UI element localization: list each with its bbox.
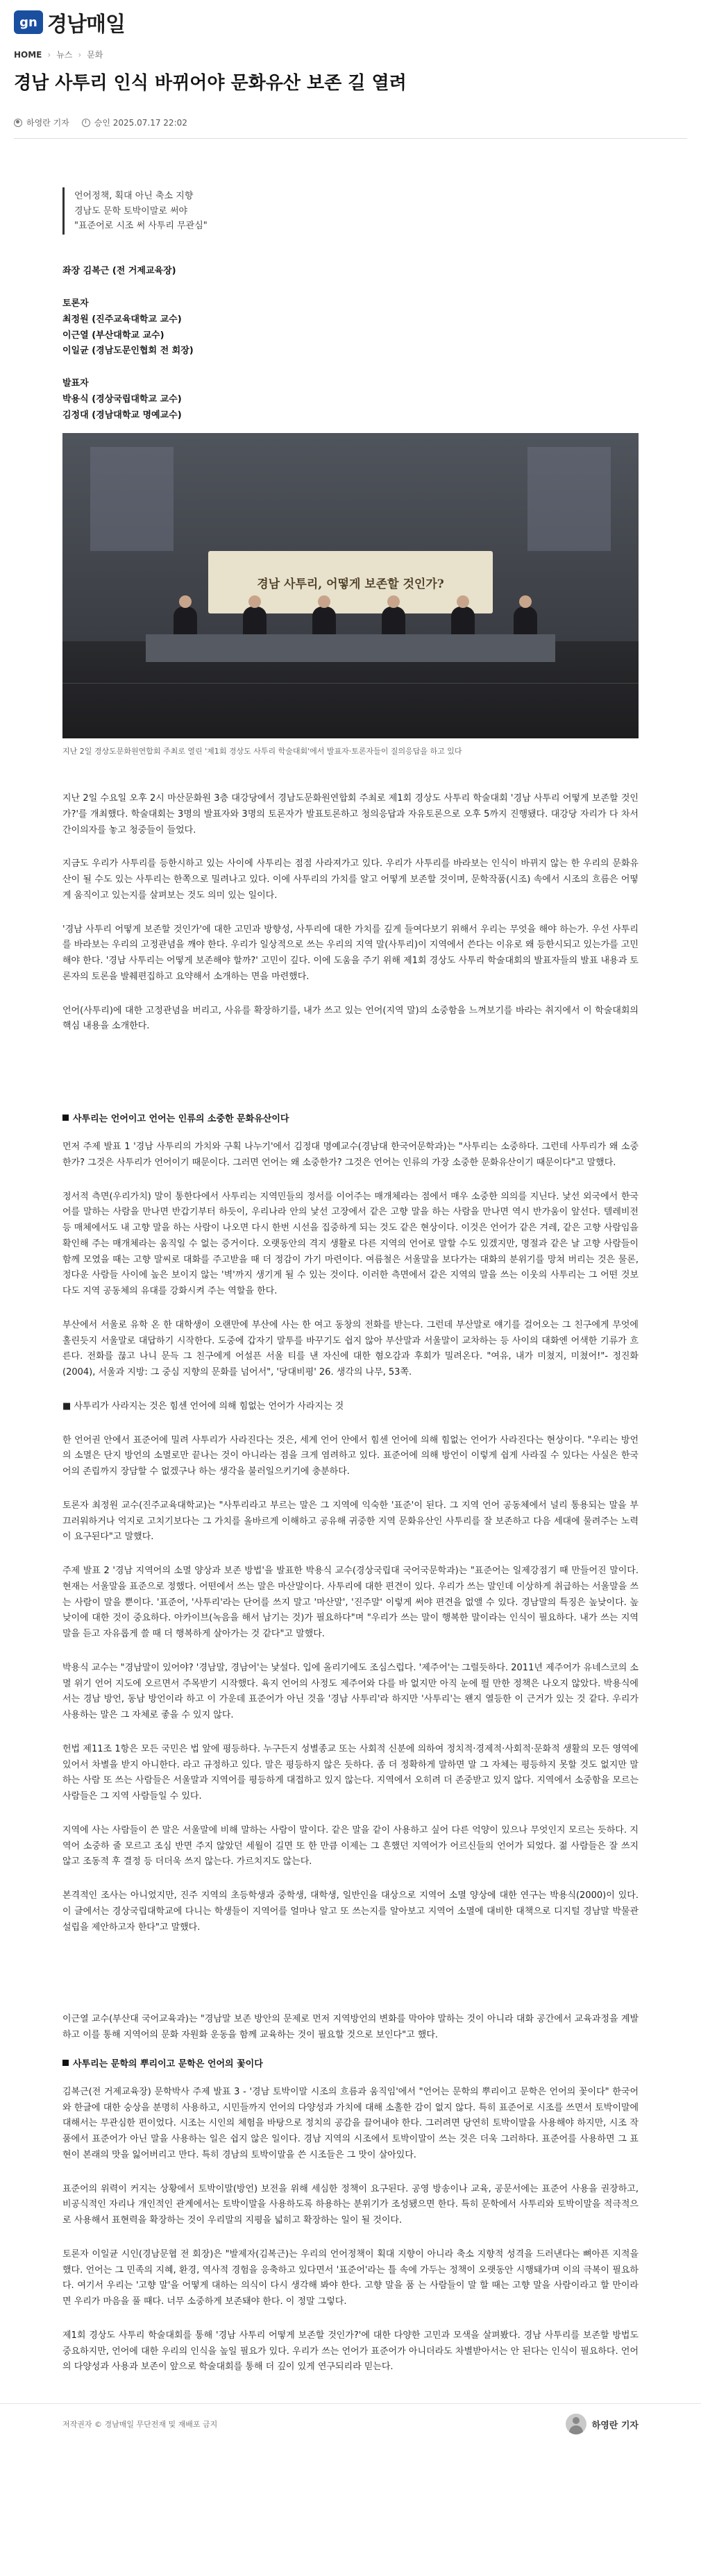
paragraph: 표준어의 위력이 커지는 상황에서 토박이말(방언) 보전을 위해 세심한 정책이 요구된다. 공영 방송이나 교육, 공문서에는 표준어 사용을 권장하고, 비공식적인 자리나 개인적인 관계에서는 토박이말을 사용하도록 하용하는 분위기가 조성됐으면 한다. 특히 문학에서 사투리와 토박이말을 적극적으로 사용해서 표현력을 확장하는 것이 우리말의 지평을 넓히고 확장하는 일이 될 것이다.: [62, 2183, 639, 2226]
participant-roster: [62, 264, 639, 423]
event-banner-text: 경남 사투리, 어떻게 보존할 것인가?: [257, 577, 444, 591]
section-heading-text: 사투리는 언어이고 언어는 인류의 소중한 문화유산이다: [73, 1114, 289, 1124]
breadcrumb-separator-icon: ›: [47, 49, 51, 60]
paragraph: 김복근(전 거제교육장) 문학박사 주제 발표 3 - '경남 토박이말 시조의 흐름과 움직임'에서 "언어는 문학의 뿌리이고 문학은 언어의 꽃이다" 한국어와 한글에 대한 숭상을 분명히 사용하고, 시민들까지 언어의 다양성과 가치에 대해 소홀한 감이 없지 않다. 특히 표준어로 시조를 쓰면서 토박이말에 대해서는 무관심한 편이었다. 시조는 시인의 체험을 바탕으로 정치의 공감을 끌어내야 한다. 그러려면 당연히 토박이말을 사용해야 하지만, 시조 작품에서 표준어가 아닌 말을 사용하는 일은 쉽지 않은 일이다. 경남 지역의 시조에서 토박이말이 쓰는 것은 더욱 그러하다. 표준어를 사용하면 그 표현이 본래의 맛을 잃어버리고 만다. 특히 경남의 토박이말을 쓴 시조들은 그 맛이 살아있다.: [62, 2086, 639, 2160]
article-photo[interactable]: [62, 433, 639, 738]
panelist: 최정원 (진주교육대학교 교수): [62, 314, 182, 325]
site-logo[interactable]: [14, 7, 125, 37]
panelist: 이일균 (경남도문인협회 전 회장): [62, 346, 194, 357]
article-meta: [14, 108, 687, 139]
breadcrumb: [0, 44, 701, 65]
panelist: 이근열 (부산대학교 교수): [62, 330, 164, 341]
paragraph: 헌법 제11조 1항은 모든 국민은 법 앞에 평등하다. 누구든지 성별종교 또는 사회적 신분에 의하여 정치적·경제적·사회적·문화적 생활의 모든 영역에 있어서 차별을 받지 아니한다. 라고 규정하고 있다. 말은 평등하지 않은 듯하다. 좀 더 정확하게 말하면 말 그 자체는 평등하지 못할 것도 없지만 말하는 사람 또 쓰는 사람들은 서울말과 지역어를 평등하게 대접하고 있지 않는다. 지역에서 오히려 더 존중받고 있지 않다. 지역에서 소중함을 모르는 사람들은 그 지역 사람들일 수 있다.: [62, 1743, 639, 1802]
paragraph: 토론자 최정원 교수(진주교육대학교)는 "사투리라고 부르는 말은 그 지역에 익숙한 '표준'이 된다. 그 지역 언어 공동체에서 널리 통용되는 말을 부끄러워하거나 억지로 고치기보다는 그 가치를 올바르게 이해하고 공유해 귀중한 지역 문화유산인 사투리를 잘 보존하고 다음 세대에 물려주는 노력이 요구된다"고 말했다.: [62, 1500, 639, 1543]
footer-byline[interactable]: [566, 2414, 639, 2434]
breadcrumb-news[interactable]: 뉴스: [56, 50, 73, 60]
square-bullet-icon: [62, 2060, 69, 2066]
section-heading-text: 사투리는 문학의 뿌리이고 문학은 언어의 꽃이다: [73, 2058, 263, 2069]
site-header: [0, 0, 701, 44]
speaker: 박용식 (경상국립대학교 교수): [62, 393, 182, 405]
reporter-meta: [14, 117, 69, 128]
article-footer: [0, 2403, 701, 2444]
article-body: [0, 187, 701, 2375]
section-heading: [62, 1111, 639, 1124]
reporter-name[interactable]: 하영란 기자: [26, 118, 69, 128]
clock-icon: [82, 119, 90, 127]
paragraph: 주제 발표 2 '경남 지역어의 소멸 양상과 보존 방법'을 발표한 박용식 교수(경상국립대 국어국문학과)는 "표준어는 일제강점기 때 만들어진 말이다. 현재는 서울말을 표준으로 정했다. 어떤에서 쓰는 말은 마산말이다. 사투리에 대한 편견이 있다. 우리가 쓰는 말인데 이상하게 취급하는 서울말을 쓰는 사람이 말을 뿐이다. '표준어, '사투리'라는 단어를 쓰지 말고 '마산말', '진주말' 이렇게 써야 편견을 없앨 수 있다. 경남말의 특징은 높낮이다. 높낮이에 대한 것이 중요하다. 아카이브(녹음을 해서 남기는 것)가 필요하다"며 "우리가 쓰는 말이 행복한 말이라는 인식이 필요하다. 내가 쓰는 지역 말을 듣고 자유롭게 쓸 때 더 행복하게 살아가는 것 같다"고 말했다.: [62, 1566, 639, 1639]
article-title: 경남 사투리 인식 바뀌어야 문화유산 보존 길 열려: [14, 73, 407, 94]
paragraph: 부산에서 서울로 유학 온 한 대학생이 오랜만에 부산에 사는 한 여고 동창의 전화를 받는다. 그런데 부산말로 얘기를 걸어오는 그 친구에게 무엇에 홀린듯지 서울말로 대답하기 시작한다. 도중에 갑자기 말투를 바꾸기도 쉽지 않아 부산말과 서울말이 교차하는 등 사이의 대화엔 어색한 기류가 흐른다. 전화를 끊고 나니 문득 그 친구에게 어설픈 서울 티를 낸 자신에 대한 혐오감과 후회가 밀려온다. "여유, 내가 미쳤지, 미쳤어!"- 정진화(2004), 서울과 지방: 그 중심 지향의 문화를 넘어서", '당대비평' 26. 생각의 나무, 53쪽.: [62, 1319, 639, 1378]
summary-line: "표준어로 시조 써 사투리 무관심": [74, 220, 208, 231]
person-icon: [14, 119, 22, 127]
paragraph: 정서적 측면(우리가치) 말이 통한다에서 사투리는 지역민들의 정서를 이어주는 매개체라는 점에서 매우 소중한 의의를 지닌다. 낯선 외국에서 한국어를 말하는 사람을 만나면 반갑기부터 하듯이, 우리나라 안의 낯선 고장에서 같은 고향 말을 하는 사람을 만나면 역시 반가움이 앞선다. 텔레비전 등 매체에서도 내 고향 말을 하는 사람이 나오면 다시 한번 시선을 집중하게 되는 것도 같은 현상이다. 이것은 언어가 같은 겨레, 같은 고향 사람임을 확인해 주는 매개체라는 움직일 수 없는 증거이다. 오랫동안의 격지 생활로 다른 지역의 언어로 말할 수도 있겠지만, 명절과 같은 날 고향 사람들이 함께 모였을 때는 고향 말씨로 대화를 주고받을 때 더 정감이 가기 마련이다. 여름철은 서울말을 보다가는 대화의 분위기를 망쳐 버리는 것은 물론, 정다운 사람들 사이에 높은 보이지 않는 '벽'까지 생기게 될 수 있는 것이다. 이러한 측면에서 같은 지역의 말을 쓰는 이웃의 사투리는 그 어떤 것보다도 지역 공동체의 유대를 강화시켜 주는 역할을 한다.: [62, 1191, 639, 1296]
paragraph: 지역에 사는 사람들이 쓴 말은 서울말에 비해 말하는 사람이 말이다. 같은 말을 같이 사용하고 싶어 다른 억양이 있으나 무엇인지 모르는 듯하다. 지역어 소중하 줄 모르고 조심 반면 주지 않았던 세월이 길면 또 한 만큼 이제는 그 흔했던 지역어가 어르신들의 언어가 되었다. 젊 사람들은 잘 쓰지 않고 조동적 후 결정 등 더더욱 쓰지 않는다. 가르치지도 않는다.: [62, 1824, 639, 1867]
paragraph: 본격적인 조사는 아니었지만, 진주 지역의 초등학생과 중학생, 대학생, 일반인을 대상으로 지역어 소멸 양상에 대한 연구는 박용식(2000)이 있다. 이 글에서는 경상국립대학교에 다니는 학생들이 지역어를 얼마나 알고 또 쓰는지를 알아보고 지역어 소멸에 대비한 대책으로 디지털 경남말 박물관 설립을 제안하고자 한다"고 말했다.: [62, 1890, 639, 1933]
speaker: 김정대 (경남대학교 명예교수): [62, 409, 182, 421]
breadcrumb-separator-icon: ›: [78, 49, 82, 60]
breadcrumb-culture[interactable]: 문화: [87, 50, 103, 60]
subheading-paragraph: ■ 사투리가 사라지는 것은 힘센 언어에 의해 힘없는 언어가 사라지는 것: [62, 1400, 344, 1412]
paragraph: '경남 사투리 어떻게 보존할 것인가'에 대한 고민과 방향성, 사투리에 대한 가치를 깊게 들여다보기 위해서 우리는 무엇을 해야 하는가. 우선 사투리를 바라보는 우리의 고정관념을 깨야 한다. 우리가 일상적으로 쓰는 우리의 지역 말(사투리)이 지역에서 쓴다는 이유로 왜 등한시되고 있는가를 고민해야 한다. '경남 사투리는 어떻게 보존해야 할까?' 고민이 깊다. 이에 도움을 주기 위해 제1회 경상도 사투리 학술대회의 발표자들의 발표 내용과 토론자의 토론을 발췌편집하고 요약해서 소개하는 면을 마련했다.: [62, 924, 639, 982]
footer-reporter-name: 하영란 기자: [591, 2420, 639, 2431]
article-summary: [62, 187, 639, 235]
section-heading: [62, 2056, 639, 2069]
paragraph: 박용식 교수는 "경남말이 있어야? '경남말, 경남어'는 낯설다. 입에 올리기에도 조심스럽다. '제주어'는 그럴듯하다. 2011년 제주어가 유네스코의 소멸 위기 언어 지도에 오르면서 주목받기 시작했다. 육지 언어의 사정도 제주어와 다를 바 없지만 아직 눈에 띌 만한 정책은 나오지 않았다. 박용식에서는 경남 방언, 동남 방언이라 하고 이 가운데 표준어가 아닌 것을 '경남 사투리'라 하지만 '사투리'는 왠지 열등한 이 근거가 있는 것 같다. 우리가 사용하는 말은 그 자체로 좋을 수 있지 않다.: [62, 1662, 639, 1720]
summary-line: 언어정책, 획대 아닌 축소 지향: [74, 191, 194, 202]
published-meta: [82, 117, 187, 128]
article-photo-figure: [62, 433, 639, 758]
summary-line: 경남도 문학 토박이말로 써야: [74, 205, 188, 217]
paragraph: 먼저 주제 발표 1 '경남 사투리의 가치와 구획 나누기'에서 김정대 명예교수(경남대 한국어문학과)는 "사투리는 소중하다. 그런데 사투리가 왜 소중한가? 그것은 사투리가 언어이기 때문이다. 그러면 언어는 왜 소중한가? 그것은 언어는 인류의 가장 소중한 문화유산이기 때문이다"고 말했다.: [62, 1142, 639, 1168]
paragraph: 언어(사투리)에 대한 고정관념을 버리고, 사유를 확장하기를, 내가 쓰고 있는 언어(지역 말)의 소중함을 느껴보기를 바라는 취지에서 이 학술대회의 핵심 내용을 소개한다.: [62, 1005, 639, 1032]
logo-text: 경남매일: [47, 12, 125, 37]
copyright-notice: 저작권자 © 경남매일 무단전재 및 재배포 금지: [62, 2420, 218, 2429]
square-bullet-icon: [62, 1115, 69, 1121]
speakers-label: 발표자: [62, 378, 89, 389]
reporter-avatar: [566, 2414, 586, 2434]
published-date: 승인 2025.07.17 22:02: [94, 118, 187, 128]
moderator: 좌장 김복근 (전 거제교육장): [62, 266, 176, 277]
paragraph: 토론자 이일균 시인(경남문협 전 회장)은 "발제자(김복근)는 우리의 언어정책이 획대 지향이 아니라 축소 지향적 성격을 드러낸다는 뼈아픈 지적을 했다. 언어는 그 민족의 지혜, 환경, 역사적 경험을 응축하고 있다면서 '표준어'라는 틀 속에 가두는 정책이 오랫동안 시행돼가며 이의 극복이 필요하다. 여기서 우리는 '고향 말'을 어떻게 대하는 의식이 다시 생각해 봐야 한다. 고향 말을 품 는 사람들이 말 할 때는 고향 말을 사람이라고 할 만이라면 우리가 마음을 풀 때다. 너무 소중하게 보존돼야 한다. 이 정말 그렇다.: [62, 2248, 639, 2307]
paragraph: 지난 2일 수요일 오후 2시 마산문화원 3층 대강당에서 경남도문화원연합회 주최로 제1회 경상도 사투리 학술대회 '경남 사투리 어떻게 보존할 것인가?'를 개최했다. 학술대회는 3명의 발표자와 3명의 토론자가 발표토론하고 청의응답과 자유토론으로 오후 5까지 진행됐다. 대강당 자리가 다 차서 간이의자를 놓고 청중들이 들었다.: [62, 793, 639, 836]
photo-caption: 지난 2일 경상도문화원연합회 주최로 열린 '제1회 경상도 사투리 학술대회'에서 발표자·토론자들이 질의응답을 하고 있다: [62, 747, 462, 756]
paragraph: 이근열 교수(부산대 국어교육과)는 "경남말 보존 방안의 문제로 먼저 지역방언의 변화를 막아야 말하는 것이 아니라 대화 공간에서 교육과정을 계발하고 이를 통해 지역어의 문화 자원화 운동을 함께 교육하는 것이 필요할 것으로 보인다"고 했다.: [62, 2014, 639, 2040]
paragraph: 지금도 우리가 사투리를 등한시하고 있는 사이에 사투리는 점점 사라져가고 있다. 우리가 사투리를 바라보는 인식이 바뀌지 않는 한 우리의 문화유산이 될 수도 있는 사투리는 한쪽으로 밀려나고 있다. 이에 사투리의 가치를 알고 어떻게 보존할 것이며, 문학작품(시조) 속에서 시조의 흐름은 어떻게 움직이고 있는지를 살펴보는 것도 의미 있는 일이다.: [62, 858, 639, 901]
paragraph: 제1회 경상도 사투리 학술대회를 통해 '경남 사투리 어떻게 보존할 것인가?'에 대한 다양한 고민과 모색을 살펴봤다. 경남 사투리를 보존할 방법도 중요하지만, 언어에 대한 우리의 인식을 높일 필요가 있다. 우리가 쓰는 언어가 표준어가 아니더라도 차별받아서는 안 된다는 인식이 필요하다. 언어의 다양성과 사용과 보존이 앞으로 학술대회를 통해 더 깊이 있게 연구되리라 믿는다.: [62, 2330, 639, 2373]
panel-label: 토론자: [62, 298, 89, 310]
paragraph: 한 언어권 안에서 표준어에 밀려 사투리가 사라진다는 것은, 세계 언어 안에서 힘센 언어에 의해 힘없는 언어가 사라진다는 현상이다. "우리는 방언의 소멸은 단지 방언의 소멸로만 끝나는 것이 아니라는 점을 크게 염려하고 있다. 표준어에 의해 방언이 이렇게 쉽게 사라질 수 있다는 사실은 한국어의 존립까지 장담할 수 없겠구나 하는 생각을 불러일으키기에 충분하다.: [62, 1434, 639, 1477]
breadcrumb-home[interactable]: HOME: [14, 49, 42, 60]
logo-badge: gn: [14, 10, 43, 34]
